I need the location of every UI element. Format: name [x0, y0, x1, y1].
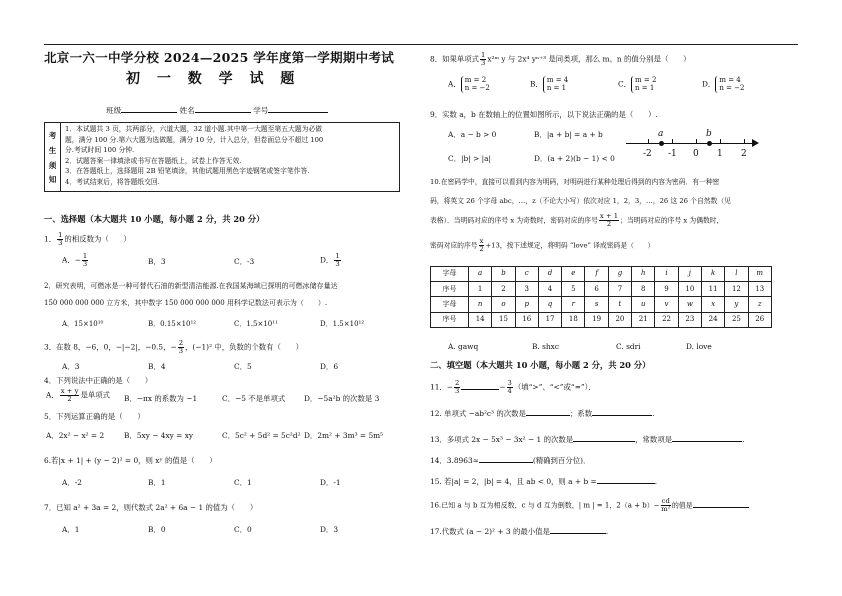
cipher-cell: f: [585, 267, 608, 282]
section-2-title: 二、填空题（本大题共 10 小题，每小题 2 分，共 20 分）: [430, 360, 651, 370]
cipher-cell: 7: [608, 282, 631, 297]
cipher-cell: 5: [562, 282, 585, 297]
tick-label: -2: [643, 149, 652, 159]
cipher-cell: 11: [701, 282, 724, 297]
question-1: 1． $\frac{1}{3}$ 的相反数为（ ）: [44, 231, 131, 248]
notice-line: 分.考试时间 100 分钟.: [65, 146, 135, 155]
notice-label: 考 生 须 知: [45, 123, 61, 191]
question-2-line-2: 150 000 000 000 立方米，其中数字 150 000 000 000 用科学记数法可表示为（ ）.: [44, 299, 328, 307]
cipher-cell: j: [678, 267, 701, 282]
cipher-cell: n: [469, 297, 492, 312]
answer-blank[interactable]: [526, 408, 570, 416]
point-a: [659, 141, 664, 146]
cipher-cell: 24: [701, 312, 724, 327]
cipher-cell: 13: [748, 282, 771, 297]
cipher-table: [430, 266, 772, 328]
cipher-cell: b: [492, 267, 515, 282]
cipher-cell: q: [538, 297, 561, 312]
cipher-cell: r: [562, 297, 585, 312]
cipher-cell: p: [515, 297, 538, 312]
question-10-line-3: 表格）．当明码对应的序号 x 为奇数时，密码对应的序号 $\frac{x + 1}{2}$ ；当明码对应的序号 x 为偶数时，: [430, 212, 724, 229]
cipher-row-header: 字母: [431, 267, 469, 282]
question-9-option-a: A．a − b > 0: [448, 130, 497, 139]
cipher-cell: x: [701, 297, 724, 312]
cipher-cell: u: [632, 297, 655, 312]
question-14: 14．3.8963≈ (精确到百分位)．: [430, 456, 591, 465]
question-16: 16.已知 a 与 b 互为相反数，c 与 d 互为倒数，| m | = 1，2（a + b）− $\frac{cd}{\text{m²}}$ 的值是: [430, 498, 749, 513]
tick: [720, 139, 721, 144]
cipher-cell: g: [608, 267, 631, 282]
class-field: [106, 106, 328, 116]
notice-line: 题，满分 100 分.第六大题为选做题，满分 10 分，计入总分，但卷面总分不超过 100: [65, 135, 324, 144]
cipher-cell: 8: [632, 282, 655, 297]
tick: [696, 139, 697, 144]
cipher-cell: 17: [538, 312, 561, 327]
tick-label: 0: [693, 149, 699, 159]
cipher-cell: l: [725, 267, 748, 282]
answer-blank[interactable]: [597, 476, 655, 484]
cipher-cell: k: [701, 267, 724, 282]
cipher-cell: 22: [655, 312, 678, 327]
question-9-option-d: D．(a + 2)(b − 1) < 0: [534, 154, 615, 163]
question-17: 17.代数式 (a − 2)² + 3 的最小值是 .: [430, 527, 609, 536]
cipher-cell: s: [585, 297, 608, 312]
cipher-cell: i: [655, 267, 678, 282]
tick: [672, 139, 673, 144]
cipher-cell: 2: [492, 282, 515, 297]
question-10-line-1: 10.在密码学中，直接可以看到内容为明码，对明码进行某种处理后得到的内容为密码．有一种密: [430, 178, 720, 186]
name-label: 姓名: [179, 106, 195, 115]
cipher-cell: o: [492, 297, 515, 312]
cipher-cell: m: [748, 267, 771, 282]
arrow-right-icon: [752, 139, 759, 147]
question-5: 5．下列运算正确的是（ ）: [44, 412, 145, 421]
cipher-row: [431, 312, 772, 327]
question-9-option-c: C．|b| > |a|: [448, 154, 492, 163]
notice-line: 3．在答题纸上，选择题用 2B 铅笔填涂，其他试题用黑色字迹钢笔或签字笔作答.: [65, 167, 310, 176]
class-label: 班级: [106, 106, 122, 115]
question-10-line-2: 码，将英文 26 个字母 abc，…，z（不论大小写）依次对应 1，2，3，…，26 这 26 个自然数（见: [430, 197, 731, 205]
question-9-option-b: B．|a + b| = a + b: [534, 130, 603, 139]
answer-blank[interactable]: [592, 408, 652, 416]
answer-blank[interactable]: [672, 434, 742, 442]
cipher-cell: z: [748, 297, 771, 312]
number-line: [626, 129, 760, 164]
notice-line: 1．本试题共 3 页，共两部分，六道大题，32 道小题.其中第一大题至第五大题为必做: [65, 125, 323, 133]
question-12: 12. 单项式 −ab²c³ 的次数是 ；系数 .: [430, 409, 655, 418]
cipher-cell: 6: [585, 282, 608, 297]
exam-notice-box: [44, 122, 400, 192]
question-3: 3．在数 8，−6，0，−|−2|，−0.5，− $\frac{2}{3}$ ，(−1)² 中，负数的个数有（ ）: [44, 339, 304, 356]
fraction: $\frac{1}{3}$: [58, 231, 63, 248]
cipher-cell: c: [515, 267, 538, 282]
tick-label: -1: [668, 149, 677, 159]
point-b-label: b: [706, 129, 712, 139]
cipher-cell: v: [655, 297, 678, 312]
notice-body: [65, 124, 397, 187]
question-11: 11．− $\frac{2}{3}$ − $\frac{3}{4}$ （填“>”、“<”或“=”）．: [430, 379, 596, 396]
cipher-cell: 14: [469, 312, 492, 327]
question-4: 4．下列说法中正确的是（ ）: [44, 376, 153, 385]
cipher-cell: 16: [515, 312, 538, 327]
notice-line: 2．试题答案一律填涂或书写在答题纸上，试卷上作答无效.: [65, 156, 242, 165]
answer-blank[interactable]: [550, 526, 606, 534]
point-a-label: a: [658, 129, 664, 139]
cipher-cell: 3: [515, 282, 538, 297]
cipher-cell: 4: [538, 282, 561, 297]
exam-title: 北京一六一中学分校 2024—2025 学年度第一学期期中考试: [44, 50, 395, 65]
point-b: [707, 141, 712, 146]
cipher-row-header: 序号: [431, 312, 469, 327]
cipher-cell: h: [632, 267, 655, 282]
cipher-cell: y: [725, 297, 748, 312]
number-line-axis: [626, 143, 756, 144]
question-6: 6.若|x + 1| + (y − 2)² = 0，则 xʸ 的值是（ ）: [44, 456, 217, 465]
question-7: 7．已知 a² + 3a = 2，则代数式 2a² + 6a − 1 的值为（ ）: [44, 503, 258, 512]
tick: [744, 139, 745, 144]
id-label: 学号: [253, 106, 269, 115]
cipher-cell: 15: [492, 312, 515, 327]
answer-blank[interactable]: [479, 455, 533, 463]
cipher-cell: 10: [678, 282, 701, 297]
cipher-cell: 9: [655, 282, 678, 297]
exam-subtitle: 初 一 数 学 试 题: [126, 71, 301, 87]
answer-blank[interactable]: [573, 434, 635, 442]
question-15: 15. 若|a| = 2，|b| = 4，且 ab < 0，则 a + b = .: [430, 477, 658, 486]
notice-line: 4．考试结束后，将答题纸交回.: [65, 177, 160, 186]
answer-blank[interactable]: [693, 500, 749, 508]
cipher-cell: t: [608, 297, 631, 312]
cipher-row: [431, 267, 772, 282]
cipher-cell: 20: [608, 312, 631, 327]
tick-label: 1: [717, 149, 723, 159]
question-13: 13．多项式 2x − 5x³ − 3x² − 1 的次数是 ，常数项是 .: [430, 435, 745, 444]
answer-blank[interactable]: [461, 382, 499, 390]
question-8: 8．如果单项式 $\frac{1}{3}$ x²ᵐ y 与 2x⁴ yⁿ⁺³ 是同类项，那么 m、n 的值分别是（ ）: [430, 51, 691, 68]
cipher-cell: 1: [469, 282, 492, 297]
cipher-cell: e: [562, 267, 585, 282]
cipher-cell: 12: [725, 282, 748, 297]
cipher-cell: 21: [632, 312, 655, 327]
question-2-line-1: 2．研究表明，可燃冰是一种可替代石油的新型清洁能源.在我国某海域已探明的可燃冰储存量达: [44, 282, 338, 290]
cipher-cell: 23: [678, 312, 701, 327]
cipher-cell: 25: [725, 312, 748, 327]
tick: [648, 139, 649, 144]
cipher-cell: 19: [585, 312, 608, 327]
question-10-line-4: 密码对应的序号 $\frac{x}{2}$ +13，按下述规定，将明码 “love” 译成密码是（ ）: [430, 237, 655, 254]
section-1-title: 一、选择题（本大题共 10 小题，每小题 2 分，共 20 分）: [44, 214, 265, 224]
tick-label: 2: [741, 149, 747, 159]
cipher-cell: w: [678, 297, 701, 312]
cipher-cell: d: [538, 267, 561, 282]
cipher-row-header: 序号: [431, 282, 469, 297]
top-rule: [44, 44, 798, 45]
cipher-cell: a: [469, 267, 492, 282]
cipher-cell: 18: [562, 312, 585, 327]
cipher-row-header: 字母: [431, 297, 469, 312]
question-9: 9．实数 a，b 在数轴上的位置如图所示，以下说法正确的是（ ）.: [430, 110, 658, 119]
cipher-row: [431, 297, 772, 312]
cipher-row: [431, 282, 772, 297]
cipher-cell: 26: [748, 312, 771, 327]
